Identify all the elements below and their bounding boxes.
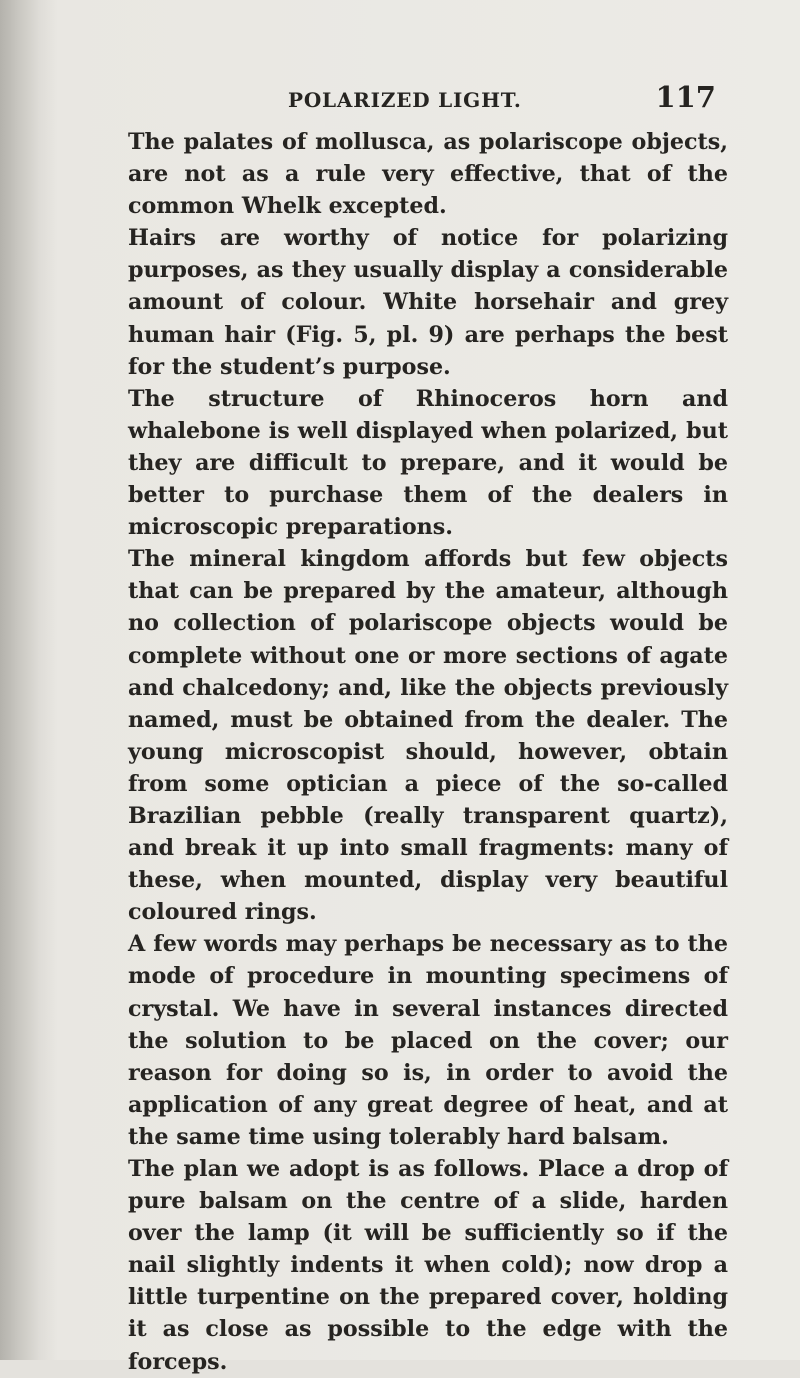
page-header bbox=[288, 80, 716, 116]
paragraph-rhinoceros-horn: The structure of Rhinoceros horn and whalebone is well displayed when polarized, but they are difficult to prepare, and it would be better to purchase them of the dealers in microscopic preparations. bbox=[128, 385, 728, 541]
running-title: POLARIZED LIGHT. bbox=[288, 88, 522, 112]
paragraph-palates: The palates of mollusca, as polariscope objects, are not as a rule very effective, that of the common Whelk excepted. bbox=[128, 129, 728, 220]
page-number: 117 bbox=[655, 80, 716, 114]
body-text bbox=[128, 126, 728, 1378]
paragraph-plan: The plan we adopt is as follows. Place a drop of pure balsam on the centre of a slide, harden over the lamp (it will be sufficiently so if the nail slightly indents it when cold); now drop a little turpentine on the prepared cover, holding it as close as possible to the edge with the forceps. bbox=[128, 1156, 728, 1375]
page-gutter-shadow bbox=[0, 0, 58, 1360]
paragraph-hairs: Hairs are worthy of notice for polarizing purposes, as they usually display a considerable amount of colour. White horsehair and grey human hair (Fig. 5, pl. 9) are perhaps the best for the student’s purpose. bbox=[128, 225, 728, 380]
paragraph-mounting-procedure: A few words may perhaps be necessary as to the mode of procedure in mounting specimens of crystal. We have in several instances directed the solution to be placed on the cover; our reason for doing so is, in order to avoid the application of any great degree of heat, and at the same time using tolerably hard balsam. bbox=[128, 931, 728, 1150]
paragraph-mineral-kingdom: The mineral kingdom affords but few objects that can be prepared by the amateur, although no collection of polariscope objects would be complete without one or more sections of agate and chalcedony; and, like the objects previously named, must be obtained from the dealer. The young microscopist should, however, obtain from some optician a piece of the so-called Brazilian pebble (really transparent quartz), and break it up into small fragments: many of these, when mounted, display very beautiful coloured rings. bbox=[128, 546, 728, 926]
